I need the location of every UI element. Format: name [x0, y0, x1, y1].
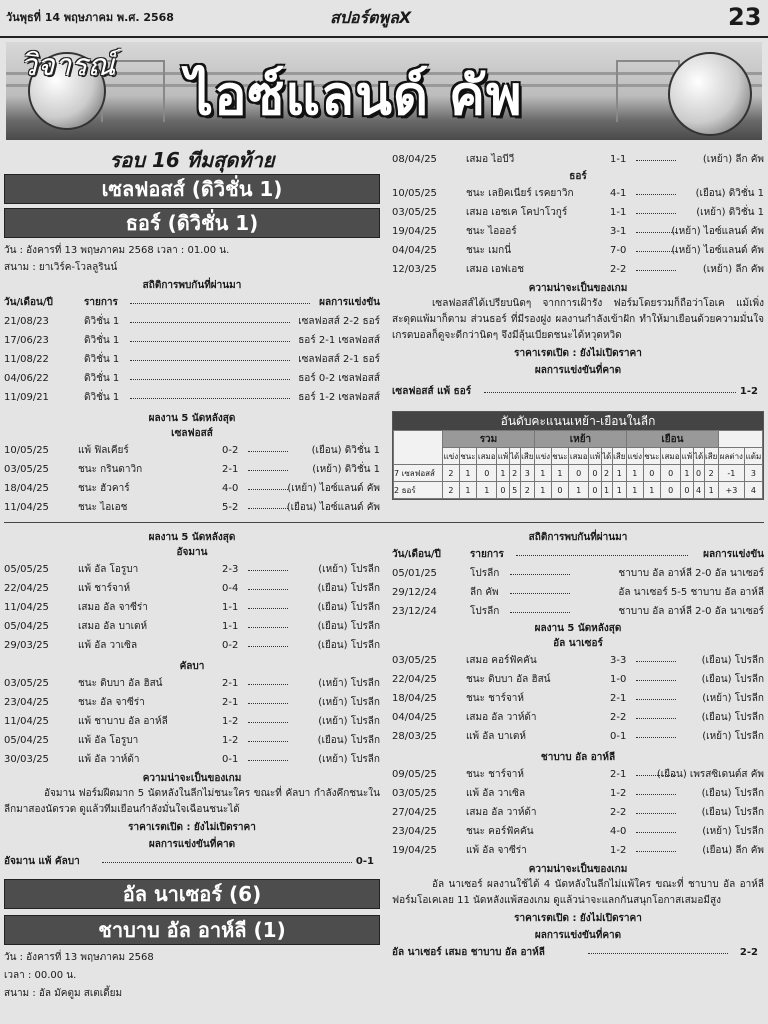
form-row: 10/05/25 แพ้ ฟิลเคียร์ 0-2 (เยือน) ดิวิชั่น 1 — [4, 445, 380, 456]
standings-cell: 1 — [497, 465, 509, 482]
standings-cell: 0 — [643, 465, 660, 482]
form-row: 19/04/25 ชนะ ไอออร์ 3-1 (เหย้า) ไอซ์แลนด์ คัพ — [392, 226, 764, 237]
standings-col-header: ชนะ — [459, 448, 476, 465]
form-row: 03/05/25 แพ้ อัล วาเซิล 1-2 (เยือน) โปรลีก — [392, 788, 764, 799]
standings-col-header: ได้ — [693, 448, 704, 465]
standings-col-header: ได้ — [509, 448, 520, 465]
standings-cell: 1 — [534, 482, 551, 499]
standings-group-header: เยือน — [626, 431, 718, 448]
standings-cell: 2 — [509, 465, 520, 482]
match1-away-form — [392, 184, 764, 279]
h2h-row: 04/06/22 ดิวิชั่น 1 ธอร์ 0-2 เซลฟอสส์ — [4, 373, 380, 384]
match3-info: วัน : อังคารที่ 13 พฤษภาคม 2568 เวลา : 00.00 น. สนาม : อัล มัคตูม สเตเดี้ยม — [4, 952, 154, 999]
form-row: 05/04/25 เสมอ อัล บาเตห์ 1-1 (เยือน) โปรลีก — [4, 621, 380, 632]
match3-prediction: อัล นาเซอร์ เสมอ ชาบาบ อัล อาห์ลี 2-2 — [392, 947, 758, 958]
standings-group-header: รวม — [443, 431, 535, 448]
standings-col-header: แข่ง — [626, 448, 643, 465]
standings-cell: 0 — [693, 465, 704, 482]
standings-col-header: ได้ — [601, 448, 612, 465]
standings-col-header: แต้ม — [744, 448, 762, 465]
standings-cell: 3 — [744, 465, 762, 482]
match1-away-form-partial — [392, 150, 764, 169]
standings-cell: 1 — [459, 482, 476, 499]
match1-form-title: ผลงาน 5 นัดหลังสุด — [148, 413, 236, 424]
standings-team: 2 ธอร์ — [394, 482, 443, 499]
h2h-row: 17/06/23 ดิวิชั่น 1 ธอร์ 2-1 เซลฟอสส์ — [4, 335, 380, 346]
form-row: 18/04/25 ชนะ ชาร์จาห์ 2-1 (เหย้า) โปรลีก — [392, 693, 764, 704]
standings-col-header: ชนะ — [643, 448, 660, 465]
form-row: 11/04/25 ชนะ ไอเอช 5-2 (เยือน) ไอซ์แลนด์ คัพ — [4, 502, 380, 513]
standings-group-header: เหย้า — [534, 431, 626, 448]
form-row: 12/03/25 เสมอ เอฟเอช 2-2 (เหย้า) ลีก คัพ — [392, 264, 764, 275]
form-row: 28/03/25 แพ้ อัล บาเตห์ 0-1 (เหย้า) โปรลีก — [392, 731, 764, 742]
form-row: 05/04/25 แพ้ อัล โอรูบา 1-2 (เยือน) โปรลีก — [4, 735, 380, 746]
standings-cell: 0 — [569, 465, 589, 482]
match1-home-team: เซลฟอสส์ (ดิวิชั่น 1) — [4, 174, 380, 204]
match1-right — [392, 150, 764, 500]
standings-cell: 0 — [551, 482, 568, 499]
match1-price: ราคาเรตเปิด : ยังไม่เปิดราคา — [514, 348, 642, 359]
match1-pred-title: ผลการแข่งขันที่คาด — [534, 365, 622, 376]
form-row: 11/04/25 เสมอ อัล จาซีร่า 1-1 (เยือน) โปรลีก — [4, 602, 380, 613]
match2-analysis: อัจมาน ฟอร์มฝืดมาก 5 นัดหลังในลีกไม่ชนะใคร ขณะที่ คัลบา กำลังคึกชนะในลีกมาสองนัดรวด ดูแล้วทีมเยือนกำลังมั่นใจเฉือนชนะได้ — [4, 788, 380, 815]
standings-cell: 1 — [569, 482, 589, 499]
standings-cell: 2 — [520, 482, 534, 499]
standings-cell: 1 — [681, 465, 693, 482]
standings-cell: 1 — [704, 482, 718, 499]
match3-away-form — [392, 765, 764, 860]
form-row: 03/05/25 เสมอ คอร์ฟัคคัน 3-3 (เยือน) โปรลีก — [392, 655, 764, 666]
section-banner — [6, 42, 762, 140]
h2h-row: 11/09/21 ดิวิชั่น 1 ธอร์ 1-2 เซลฟอสส์ — [4, 392, 380, 403]
match1-away-team: ธอร์ (ดิวิชั่น 1) — [4, 208, 380, 238]
standings-table — [392, 411, 764, 500]
banner-subtitle: วิจารณ์ — [20, 48, 116, 83]
standings-col-header: แข่ง — [534, 448, 551, 465]
match3-home-team-label: อัล นาเซอร์ — [553, 638, 603, 649]
match3-price: ราคาเรตเปิด : ยังไม่เปิดราคา — [514, 913, 642, 924]
match1-analysis-title: ความน่าจะเป็นของเกม — [528, 283, 628, 294]
standings-cell: 1 — [551, 465, 568, 482]
form-row: 29/03/25 แพ้ อัล วาเซิล 0-2 (เยือน) โปรลีก — [4, 640, 380, 651]
form-row: 05/05/25 แพ้ อัล โอรูบา 2-3 (เหย้า) โปรลีก — [4, 564, 380, 575]
form-row: 04/04/25 เสมอ อัล วาห์ด้า 2-2 (เยือน) โปรลีก — [392, 712, 764, 723]
standings-col-header: แพ้ — [681, 448, 693, 465]
match3-away-team-label: ชาบาบ อัล อาห์ลี — [540, 752, 616, 763]
standings-team: 7 เซลฟอสส์ — [394, 465, 443, 482]
standings-cell: 1 — [612, 482, 626, 499]
standings-cell: 1 — [612, 465, 626, 482]
standings-cell: 3 — [520, 465, 534, 482]
form-row: 23/04/25 ชนะ อัล จาซีร่า 2-1 (เหย้า) โปรลีก — [4, 697, 380, 708]
standings-cell: 2 — [704, 465, 718, 482]
form-row: 03/05/25 เสมอ เอชเค โคปาโวกูร์ 1-1 (เหย้า) ดิวิชั่น 1 — [392, 207, 764, 218]
standings-col-header: แพ้ — [497, 448, 509, 465]
match1-info: วัน : อังคารที่ 13 พฤษภาคม 2568 เวลา : 01.00 น. สนาม : ยาเวิร์ค-โวลลูรินน์ — [4, 245, 230, 273]
form-row: 22/04/25 ชนะ ดิบบา อัล ฮิสน์ 1-0 (เยือน) โปรลีก — [392, 674, 764, 685]
standings-cell: 0 — [661, 482, 681, 499]
page-number: 23 — [728, 3, 762, 31]
match2-pred-title: ผลการแข่งขันที่คาด — [148, 839, 236, 850]
match2-left — [4, 530, 380, 1003]
standings-cell: 0 — [497, 482, 509, 499]
standings-col-header: เสมอ — [661, 448, 681, 465]
match3-pred-title: ผลการแข่งขันที่คาด — [534, 930, 622, 941]
standings-cell: 0 — [477, 465, 497, 482]
standings-col-header: ผลต่าง — [718, 448, 744, 465]
match2-prediction: อัจมาน แพ้ คัลบา 0-1 — [4, 856, 374, 867]
match3-analysis: อัล นาเซอร์ ผลงานใช้ได้ 4 นัดหลังในลีกไม่แพ้ใคร ขณะที่ ชาบาบ อัล อาห์ลี ฟอร์มโอเคเลย 11 นัดหลังแพ้สองเกม ดูแล้วน่าจะแลกกันสนุกโอกาสเสมอมีสูง — [392, 879, 764, 906]
banner-title: ไอซ์แลนด์ คัพ — [186, 64, 523, 127]
standings-cell: 1 — [643, 482, 660, 499]
form-row: 27/04/25 เสมอ อัล วาห์ด้า 2-2 (เยือน) โปรลีก — [392, 807, 764, 818]
standings-cell: 2 — [601, 465, 612, 482]
match2-away-team-label: คัลบา — [179, 661, 205, 672]
standings-cell: 0 — [589, 465, 601, 482]
standings-cell: 2 — [443, 482, 460, 499]
match3-form-title: ผลงาน 5 นัดหลังสุด — [534, 623, 622, 634]
h2h-row: 21/08/23 ดิวิชั่น 1 เซลฟอสส์ 2-2 ธอร์ — [4, 316, 380, 327]
match1-prediction: เซลฟอสส์ แพ้ ธอร์ 1-2 — [392, 386, 758, 397]
match1-away-team-label: ธอร์ — [569, 171, 587, 182]
match3-h2h-title: สถิติการพบกันที่ผ่านมา — [528, 532, 628, 543]
form-row: 11/04/25 แพ้ ชาบาบ อัล อาห์ลี 1-2 (เหย้า) โปรลีก — [4, 716, 380, 727]
match1-home-form — [4, 441, 380, 517]
match3-home-form — [392, 651, 764, 746]
standings-col-header: แพ้ — [589, 448, 601, 465]
standings-cell: 1 — [459, 465, 476, 482]
form-row: 08/04/25 เสมอ ไอบีวี 1-1 (เหย้า) ลีก คัพ — [392, 154, 764, 165]
standings-col-header: ชนะ — [551, 448, 568, 465]
brand-logo: สปอร์ตพูลX — [330, 8, 412, 27]
h2h-header: วัน/เดือน/ปี รายการ ผลการแข่งขัน — [4, 297, 380, 308]
standings-cell: 0 — [589, 482, 601, 499]
standings-row — [394, 482, 763, 499]
match2-away-form — [4, 674, 380, 769]
match3-right — [392, 530, 764, 962]
match2-home-form — [4, 560, 380, 655]
standings-col-header: เสีย — [612, 448, 626, 465]
form-row: 30/03/25 แพ้ อัล วาห์ด้า 0-1 (เหย้า) โปรลีก — [4, 754, 380, 765]
standings-cell: 2 — [443, 465, 460, 482]
standings-col-header: เสมอ — [477, 448, 497, 465]
standings-cell: 0 — [681, 482, 693, 499]
page-header — [0, 0, 768, 38]
match2-form-title: ผลงาน 5 นัดหลังสุด — [148, 532, 236, 543]
issue-date: วันพุธที่ 14 พฤษภาคม พ.ศ. 2568 — [6, 11, 174, 24]
standings-row — [394, 465, 763, 482]
form-row: 04/04/25 ชนะ เมกนี่ 7-0 (เหย้า) ไอซ์แลนด์ คัพ — [392, 245, 764, 256]
match1-home-team-label: เซลฟอสส์ — [171, 428, 213, 439]
standings-col-header: เสีย — [520, 448, 534, 465]
h2h-row: 11/08/22 ดิวิชั่น 1 เซลฟอสส์ 2-1 ธอร์ — [4, 354, 380, 365]
h2h-row: 29/12/24 ลีก คัพ อัล นาเซอร์ 5-5 ชาบาบ อัล อาห์ลี — [392, 587, 764, 598]
match1-analysis: เซลฟอสส์ได้เปรียบนิดๆ จากการเฝ้ารัง ฟอร์มโดยรวมก็ถือว่าโอเค แม้เพิ่งสะดุดแพ้มาก็ตาม ส่วนธอร์ ที่มีรองฝูง ผลงานกำลังเข้าฝัก ทำให้มาเยือนด้วยความมั่นใจ เกรดบอลก็ดูจะดีกว่านิดๆ จึงมีลุ้นเบียดชนะได้หวุดหวิด — [392, 298, 764, 341]
match2-analysis-title: ความน่าจะเป็นของเกม — [142, 773, 242, 784]
form-row: 23/04/25 ชนะ คอร์ฟัคคัน 4-0 (เหย้า) โปรลีก — [392, 826, 764, 837]
match3-home-team: อัล นาเซอร์ (6) — [4, 879, 380, 909]
match1-left — [4, 144, 380, 517]
standings-cell: +3 — [718, 482, 744, 499]
standings-cell: 1 — [601, 482, 612, 499]
h2h-row: 05/01/25 โปรลีก ชาบาบ อัล อาห์ลี 2-0 อัล นาเซอร์ — [392, 568, 764, 579]
match1-h2h-list — [4, 312, 380, 407]
form-row: 03/05/25 ชนะ ดิบบา อัล ฮิสน์ 2-1 (เหย้า) โปรลีก — [4, 678, 380, 689]
form-row: 22/04/25 แพ้ ชาร์จาห์ 0-4 (เยือน) โปรลีก — [4, 583, 380, 594]
standings-col-header: เสีย — [704, 448, 718, 465]
round-heading: รอบ 16 ทีมสุดท้าย — [109, 148, 275, 172]
match3-h2h-list — [392, 564, 764, 621]
match1-h2h-title: สถิติการพบกันที่ผ่านมา — [142, 280, 242, 291]
form-row: 03/05/25 ชนะ กรินดาวิก 2-1 (เหย้า) ดิวิชั่น 1 — [4, 464, 380, 475]
match2-home-team-label: อัจมาน — [176, 547, 208, 558]
match3-analysis-title: ความน่าจะเป็นของเกม — [528, 864, 628, 875]
standings-title: อันดับคะแนนเหย้า-เยือนในลีก — [393, 412, 763, 430]
standings-cell: 1 — [626, 482, 643, 499]
standings-cell: 4 — [693, 482, 704, 499]
form-row: 19/04/25 แพ้ อัล จาซีร่า 1-2 (เยือน) ลีก คัพ — [392, 845, 764, 856]
form-row: 10/05/25 ชนะ เลยิคเนียร์ เรคยาวิก 4-1 (เยือน) ดิวิชั่น 1 — [392, 188, 764, 199]
standings-cell: 1 — [534, 465, 551, 482]
standings-cell: 1 — [626, 465, 643, 482]
standings-col-header: แข่ง — [443, 448, 460, 465]
standings-cell: 0 — [661, 465, 681, 482]
match2-price: ราคาเรตเปิด : ยังไม่เปิดราคา — [128, 822, 256, 833]
standings-col-header: เสมอ — [569, 448, 589, 465]
form-row: 18/04/25 ชนะ ฮัวคาร์ 4-0 (เหย้า) ไอซ์แลนด์ คัพ — [4, 483, 380, 494]
match3-h2h-header: วัน/เดือน/ปี รายการ ผลการแข่งขัน — [392, 549, 764, 560]
standings-cell: 5 — [509, 482, 520, 499]
standings-cell: -1 — [718, 465, 744, 482]
standings-cell: 4 — [744, 482, 762, 499]
match3-away-team: ชาบาบ อัล อาห์ลี (1) — [4, 915, 380, 945]
section-divider — [4, 522, 764, 523]
standings-cell: 1 — [477, 482, 497, 499]
form-row: 09/05/25 ชนะ ชาร์จาห์ 2-1 (เยือน) เพรสซิเดนต์ส คัพ — [392, 769, 764, 780]
h2h-row: 23/12/24 โปรลีก ชาบาบ อัล อาห์ลี 2-0 อัล นาเซอร์ — [392, 606, 764, 617]
football-icon — [668, 52, 752, 136]
